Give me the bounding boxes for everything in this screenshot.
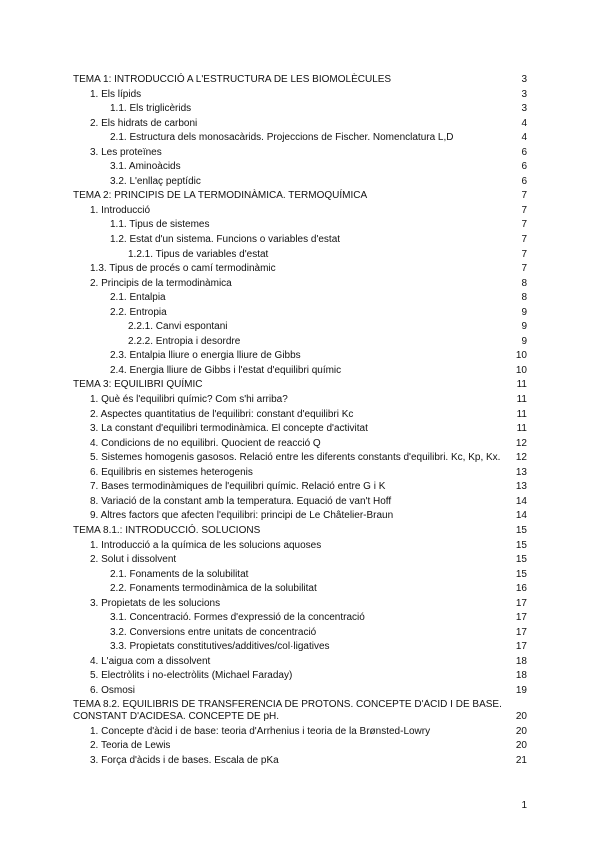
toc-entry-title: 2.2.1. Canvi espontani — [128, 321, 228, 333]
toc-entry-page: 4 — [521, 132, 527, 144]
toc-entry-title: 2.1. Fonaments de la solubilitat — [110, 568, 249, 580]
toc-chapter-entry[interactable] — [73, 699, 527, 725]
toc-entry-page: 17 — [515, 612, 527, 624]
toc-entry-page: 7 — [521, 219, 527, 231]
toc-entry-title: 1.2. Estat d'un sistema. Funcions o variables d'estat — [110, 234, 341, 246]
toc-entry-page: 4 — [521, 117, 527, 129]
toc-entry-title: 1. Què és l'equilibri químic? Com s'hi arriba? — [90, 394, 288, 406]
toc-entry[interactable] — [73, 277, 527, 292]
toc-entry-page: 20 — [515, 710, 527, 722]
toc-entry[interactable] — [73, 539, 527, 554]
toc-entry-page: 8 — [521, 292, 527, 304]
toc-chapter-entry[interactable] — [73, 378, 527, 393]
toc-entry-title: 2.2.2. Entropia i desordre — [128, 335, 241, 347]
toc-entry-page: 11 — [516, 394, 527, 406]
toc-entry-page: 9 — [521, 335, 527, 347]
toc-entry-page: 3 — [521, 88, 527, 100]
toc-entry-page: 14 — [515, 495, 527, 507]
toc-entry[interactable] — [73, 553, 527, 568]
toc-entry-title: 2. Aspectes quantitatius de l'equilibri: constant d'equilibri Kc — [90, 408, 354, 420]
toc-entry-page: 9 — [521, 306, 527, 318]
toc-entry-title: 1. Els lípids — [90, 88, 142, 100]
toc-entry-title: 6. Osmosi — [90, 684, 136, 696]
toc-entry-title: 4. L'aigua com a dissolvent — [90, 655, 211, 667]
toc-entry[interactable] — [73, 117, 527, 132]
toc-entry-title: 3.1. Concentració. Formes d'expressió de la concentració — [110, 612, 365, 624]
toc-entry[interactable] — [73, 131, 527, 146]
toc-entry-page: 13 — [515, 466, 527, 478]
toc-entry-page: 9 — [521, 321, 527, 333]
toc-entry-title: 3. Les proteïnes — [90, 146, 162, 158]
toc-entry[interactable] — [73, 754, 527, 769]
toc-entry-title: 7. Bases termodinàmiques de l'equilibri químic. Relació entre G i K — [90, 481, 386, 493]
toc-entry[interactable] — [73, 509, 527, 524]
toc-entry[interactable] — [73, 364, 527, 379]
toc-entry[interactable] — [73, 262, 527, 277]
toc-entry-title: 1.1. Els triglicèrids — [110, 103, 192, 115]
toc-entry[interactable] — [73, 306, 527, 321]
toc-entry-title: 2.1. Entalpia — [110, 292, 166, 304]
toc-entry-title: 2. Teoria de Lewis — [90, 740, 171, 752]
toc-entry-page: 14 — [515, 510, 527, 522]
toc-chapter-entry[interactable] — [73, 73, 527, 88]
toc-entry-title: 9. Altres factors que afecten l'equilibri: principi de Le Châtelier-Braun — [90, 510, 394, 522]
toc-entry[interactable] — [73, 204, 527, 219]
toc-entry-title: 2.2. Entropia — [110, 306, 167, 318]
toc-entry[interactable] — [73, 88, 527, 103]
toc-entry-page: 7 — [521, 248, 527, 260]
toc-entry-page: 11 — [516, 408, 527, 420]
toc-entry-page: 20 — [515, 740, 527, 752]
toc-entry-title: 3.3. Propietats constitutives/additives/col·ligatives — [110, 641, 330, 653]
toc-entry-page: 19 — [515, 684, 527, 696]
toc-entry[interactable] — [73, 669, 527, 684]
toc-entry-page: 6 — [521, 161, 527, 173]
toc-entry[interactable] — [73, 408, 527, 423]
toc-entry[interactable] — [73, 451, 527, 466]
toc-entry[interactable] — [73, 291, 527, 306]
toc-entry[interactable] — [73, 248, 527, 263]
toc-entry[interactable] — [73, 160, 527, 175]
toc-entry-title: TEMA 8.1.: INTRODUCCIÓ. SOLUCIONS — [73, 524, 261, 536]
toc-entry-page: 15 — [515, 554, 527, 566]
toc-entry-title: 4. Condicions de no equilibri. Quocient de reacció Q — [90, 437, 321, 449]
toc-entry[interactable] — [73, 349, 527, 364]
toc-entry-title: 2. Principis de la termodinàmica — [90, 277, 232, 289]
toc-entry-title: 1. Introducció a la química de les solucions aquoses — [90, 539, 322, 551]
toc-entry-page: 18 — [515, 655, 527, 667]
toc-entry[interactable] — [73, 626, 527, 641]
table-of-contents — [73, 73, 527, 768]
toc-entry[interactable] — [73, 640, 527, 655]
toc-entry-page: 10 — [515, 350, 527, 362]
toc-entry[interactable] — [73, 175, 527, 190]
toc-entry-page: 15 — [515, 539, 527, 551]
toc-entry[interactable] — [73, 655, 527, 670]
toc-entry-page: 12 — [515, 437, 527, 449]
toc-entry-title: TEMA 1: INTRODUCCIÓ A L'ESTRUCTURA DE LES BIOMOLÈCULES — [73, 74, 392, 85]
toc-entry-title: 1.1. Tipus de sistemes — [110, 219, 210, 231]
toc-entry-page: 17 — [515, 626, 527, 638]
toc-entry-page: 16 — [515, 583, 527, 595]
toc-entry-title: 8. Variació de la constant amb la temperatura. Equació de van't Hoff — [90, 495, 392, 507]
toc-entry[interactable] — [73, 393, 527, 408]
toc-entry-title: 1. Introducció — [90, 204, 151, 216]
toc-entry-title: 3.2. Conversions entre unitats de concentració — [110, 626, 317, 638]
toc-entry-page: 7 — [521, 204, 527, 216]
toc-entry[interactable] — [73, 725, 527, 740]
toc-entry-page: 10 — [515, 364, 527, 376]
toc-entry[interactable] — [73, 611, 527, 626]
toc-chapter-entry[interactable] — [73, 189, 527, 204]
toc-entry-title: 3. La constant d'equilibri termodinàmica. El concepte d'activitat — [90, 423, 368, 435]
toc-entry-page: 6 — [521, 175, 527, 187]
toc-entry-page: 7 — [521, 190, 527, 202]
toc-entry-title: 5. Sistemes homogenis gasosos. Relació entre les diferents constants d'equilibri. Kc, Kp, Kx. — [90, 452, 501, 464]
toc-entry-title: 1. Concepte d'àcid i de base: teoria d'Arrhenius i teoria de la Brønsted-Lowry — [90, 725, 431, 737]
toc-entry[interactable] — [73, 320, 527, 335]
toc-entry-title: 2. Solut i dissolvent — [90, 554, 177, 566]
toc-entry-page: 15 — [515, 568, 527, 580]
toc-entry-page: 20 — [515, 725, 527, 737]
toc-entry[interactable] — [73, 233, 527, 248]
toc-entry[interactable] — [73, 102, 527, 117]
toc-chapter-entry[interactable] — [73, 524, 527, 539]
toc-entry[interactable] — [73, 335, 527, 350]
toc-entry[interactable] — [73, 146, 527, 161]
toc-entry[interactable] — [73, 218, 527, 233]
toc-entry[interactable] — [73, 480, 527, 495]
toc-entry-page: 8 — [521, 277, 527, 289]
toc-entry[interactable] — [73, 597, 527, 612]
toc-entry[interactable] — [73, 739, 527, 754]
toc-entry-page: 18 — [515, 670, 527, 682]
toc-entry-page: 3 — [521, 103, 527, 115]
toc-entry-page: 12 — [515, 452, 527, 464]
toc-entry-page: 17 — [515, 597, 527, 609]
toc-entry-title: 2.4. Energia lliure de Gibbs i l'estat d'equilibri químic — [110, 364, 342, 376]
page-number: 1 — [521, 800, 527, 811]
toc-entry-title: 3. Propietats de les solucions — [90, 597, 221, 609]
toc-entry-title: 2.3. Entalpia lliure o energia lliure de Gibbs — [110, 350, 301, 362]
toc-entry[interactable] — [73, 582, 527, 597]
toc-entry-title: 6. Equilibris en sistemes heterogenis — [90, 466, 253, 478]
toc-entry-page: 13 — [515, 481, 527, 493]
toc-entry-page: 6 — [521, 146, 527, 158]
toc-entry-title: 3. Força d'àcids i de bases. Escala de pKa — [90, 754, 279, 766]
toc-entry-page: 21 — [515, 754, 527, 766]
toc-entry-title: TEMA 8.2. EQUILIBRIS DE TRANSFERÈNCIA DE PROTONS. CONCEPTE D'ÀCID I DE BASE. CONSTANT D'ACIDESA. CONCEPTE DE pH. — [73, 698, 502, 723]
toc-entry-page: 15 — [515, 524, 527, 536]
toc-entry[interactable] — [73, 422, 527, 437]
toc-entry-title: 2.2. Fonaments termodinàmica de la solubilitat — [110, 583, 317, 595]
toc-entry-page: 7 — [521, 234, 527, 246]
toc-entry-title: 1.2.1. Tipus de variables d'estat — [128, 248, 269, 260]
toc-entry[interactable] — [73, 466, 527, 481]
toc-entry[interactable] — [73, 495, 527, 510]
toc-entry-title: 1.3. Tipus de procés o camí termodinàmic — [90, 263, 276, 275]
toc-entry[interactable] — [73, 684, 527, 699]
toc-entry-title: TEMA 2: PRINCIPIS DE LA TERMODINÀMICA. TERMOQUÍMICA — [73, 190, 368, 202]
toc-entry-title: 3.1. Aminoàcids — [110, 161, 181, 173]
toc-entry-title: 2.1. Estructura dels monosacàrids. Projeccions de Fischer. Nomenclatura L,D — [110, 132, 454, 144]
toc-entry-title: 5. Electròlits i no-electròlits (Michael Faraday) — [90, 670, 293, 682]
toc-entry-page: 11 — [516, 423, 527, 435]
toc-entry-title: 2. Els hidrats de carboni — [90, 117, 198, 129]
toc-entry-page: 3 — [521, 74, 527, 85]
toc-entry-title: TEMA 3: EQUILIBRI QUÍMIC — [73, 379, 203, 391]
toc-entry-page: 7 — [521, 263, 527, 275]
toc-entry[interactable] — [73, 437, 527, 452]
toc-entry-page: 11 — [516, 379, 527, 391]
toc-entry-page: 17 — [515, 641, 527, 653]
toc-entry-title: 3.2. L'enllaç peptídic — [110, 175, 201, 187]
toc-entry[interactable] — [73, 568, 527, 583]
